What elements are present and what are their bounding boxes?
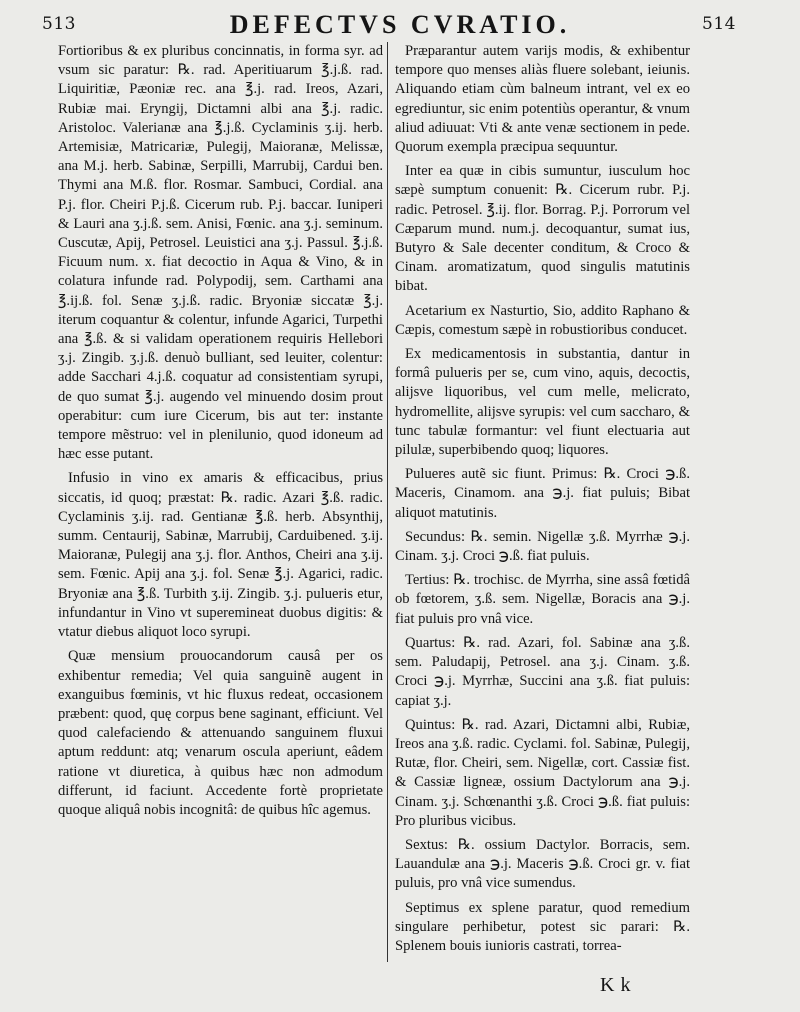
page-header — [0, 10, 800, 40]
right-paragraph: Præparantur autem varijs modis, & exhibentur tempore quo menses aliàs fluere solebant, ieiunis. Aliquando etiam cùm balneum intrant, vel ex eo egrediuntur, sic enim potentiùs operantur, & vnum aliud adiuuat: Vti & ante venæ sectionem in pede. Quorum exempla præcipua sequuntur. — [395, 43, 690, 156]
signature-mark: Kk — [600, 974, 637, 996]
left-paragraph: Fortioribus & ex pluribus concinnatis, in forma syr. ad vsum sic paratur: ℞. rad. Aperitiuarum ℥.j.ß. rad. Liquiritiæ, Pæoniæ rec. ana ℥.j. rad. Ireos, Azari, Rubiæ mai. Eryngij, Dictamni albi ana ℥.j. radic. Aristoloc. Valerianæ ana ℥.j.ß. Cyclaminis ʒ.ij. herb. Artemisiæ, Matricariæ, Pulegij, Maioranæ, Melissæ, ana M.j. herb. Sabinæ, Serpilli, Marrubij, Cardui ben. Thymi ana M.ß. flor. Rosmar. Sambuci, Cordial. ana P.j. flor. Cheiri P.j.ß. Cicerum rub. P.j. baccar. Iuniperi & Lauri ana ʒ.j.ß. sem. Anisi, Fœnic. ana ʒ.j. seminum. Cuscutæ, Apij, Petrosel. Leuistici ana ʒ.j. Passul. ℥.j.ß. Ficuum num. x. fiat decoctio in Aqua & Vino, & in colatura infunde rad. Polypodij, sem. Carthami ana ℥.ij.ß. fol. Senæ ʒ.j.ß. radic. Bryoniæ siccatæ ℥.j. iterum coquantur & colentur, infunde Agarici, Turpethi ana ℥.ß. & si validam operationem requiris Hellebori ʒ.j. Zingib. ʒ.j.ß. denuò bulliant, sed leuiter, colentur: adde Sacchari 4.j.ß. coquatur ad consistentiam syrupi, de quo sumat ℥.j. augendo vel minuendo dosim prout operabitur: cum iure Cicerum, bis aut ter: instante tempore mẽstruo: vel in plenilunio, quod idoneum ad hæc esse putant. — [58, 43, 383, 463]
right-paragraph: Sextus: ℞. ossium Dactylor. Borracis, sem. Lauandulæ ana ℈.j. Maceris ℈.ß. Croci gr. v. fiat puluis, pro vnâ vice sumendus. — [395, 836, 690, 892]
right-paragraph: Acetarium ex Nasturtio, Sio, addito Raphano & Cæpis, comestum sæpè in robustioribus conducet. — [395, 302, 690, 338]
left-paragraph: Quæ mensium prouocandorum causâ per os exhibentur remedia; Vel quia sanguinẽ augent in exanguibus fœminis, vt hic fluxus redeat, occasionem præbent: quod, quę corpus bene saginant, efficiunt. Vel quod calefaciendo & attenuando sanguinem fluxui aptum reddunt: atq; venarum oscula aperiunt, eâdem ratione vt diuretica, à quibus hæc non admodum differunt, id faciunt. Accedente fortè proprietate quoque aliquâ nobis incognitâ: de quibus hîc agemus. — [58, 648, 383, 818]
left-page-number: 513 — [42, 14, 76, 34]
right-paragraph: Quartus: ℞. rad. Azari, fol. Sabinæ ana ʒ.ß. sem. Paludapij, Petrosel. ana ʒ.j. Cinam. ʒ.ß. Croci ℈.j. Myrrhæ, Succini ana ʒ.ß. fiat puluis: capiat ʒ.j. — [395, 634, 690, 709]
right-paragraph: Tertius: ℞. trochisc. de Myrrha, sine assâ fœtidâ ob fœtorem, ʒ.ß. sem. Nigellæ, Boracis ana ℈.j. fiat puluis pro vnâ vice. — [395, 572, 690, 627]
right-column — [395, 42, 690, 961]
right-paragraph: Quintus: ℞. rad. Azari, Dictamni albi, Rubiæ, Ireos ana ʒ.ß. radic. Cyclami. fol. Sabinæ, Pulegij, Rutæ, flor. Cheiri, sem. Nigellæ, cort. Cassiæ fist. & Cassiæ ligneæ, ossium Dactylorum ana ℈.j. Cinam. ʒ.j. Schœnanthi ʒ.ß. Croci ℈.ß. fiat puluis: Pro pluribus vicibus. — [395, 716, 690, 829]
right-paragraph: Secundus: ℞. semin. Nigellæ ʒ.ß. Myrrhæ ℈.j. Cinam. ʒ.j. Croci ℈.ß. fiat puluis. — [395, 528, 690, 565]
right-paragraph: Septimus ex splene paratur, quod remedium singulare perhibetur, potest sic parari: ℞. Splenem bouis iunioris castrati, torrea- — [395, 899, 690, 954]
column-divider — [387, 42, 388, 962]
right-paragraph: Ex medicamentosis in substantia, dantur in formâ pulueris per se, cum vino, aquis, decoctis, alijsve liquoribus, vel cum melle, melicrato, hydromellite, alijsve syrupis: vel cum saccharo, & tunc tabulæ formantur: vel fiunt electuaria aut pilulæ, superbibendo quoq; liquores. — [395, 346, 690, 459]
left-column — [58, 42, 383, 825]
right-paragraph: Inter ea quæ in cibis sumuntur, iusculum hoc sæpè sumptum conuenit: ℞. Cicerum rubr. P.j. radic. Petrosel. ℥.ij. flor. Borrag. P.j. Porrorum vel Cæparum mund. num.j. decoquantur, sumat ius, Butyro & Sale decenter conditum, & Croco & Cinam. aromatizatum, quod singulis matutinis bibat. — [395, 163, 690, 295]
right-page-number: 514 — [702, 14, 736, 34]
right-paragraph: Pulueres autẽ sic fiunt. Primus: ℞. Croci ℈.ß. Maceris, Cinamom. ana ℈.j. fiat puluis; Bibat aliquot matutinis. — [395, 466, 690, 521]
running-title: DEFECTVS CVRATIO. — [229, 10, 571, 39]
left-paragraph: Infusio in vino ex amaris & efficacibus, prius siccatis, id quoq; præstat: ℞. radic. Azari ℥.ß. radic. Cyclaminis ʒ.ij. rad. Gentianæ ℥.ß. herb. Absynthij, summ. Centaurij, Sabinæ, Marrubij, Carduibened. ʒ.ij. Maioranæ, Pulegij ana ʒ.j. flor. Anthos, Cheiri ana ʒ.ij. sem. Fœnic. Apij ana ʒ.j. fol. Senæ ℥.j. Agarici, radic. Bryoniæ ana ℥.ß. Turbith ʒ.ij. Zingib. ʒ.j. pulueris etur, infundantur in Vino vt superemineat duobus digitis: & vtatur diebus aliquot loco syrupi. — [58, 470, 383, 641]
